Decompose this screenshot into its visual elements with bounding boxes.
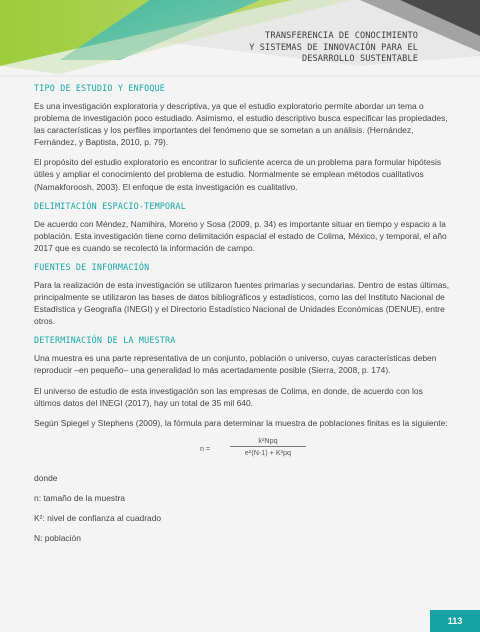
header-title-line-2: Y SISTEMAS DE INNOVACIÓN PARA EL: [249, 42, 418, 53]
page-number-badge: 113: [430, 610, 480, 632]
paragraph: Según Spiegel y Stephens (2009), la fórmula para determinar la muestra de poblaciones finitas es la siguiente:: [34, 417, 448, 428]
paragraph: De acuerdo con Méndez, Namihira, Moreno y Sosa (2009, p. 34) es importante situar en tiempo y espacio a la población. Esta investigación tiene como delimitación espacial el estado de Colima, México, y temporal, el año 2017 que es cuando se recolectó la información de campo.: [34, 218, 447, 253]
paragraph: El universo de estudio de esta investigación son las empresas de Colima, en donde, de acuerdo con los últimos datos del INEGI (2017), hay un total de 35 mil 640.: [34, 385, 423, 408]
paragraph: Es una investigación exploratoria y descriptiva, ya que el estudio exploratorio permite abordar un tema o problema de investigación poco estudiado. Asimismo, el estudio descriptivo busca especificar las propiedades, las características y los perfiles importantes del fenómeno que se sometan a un análisis. (Hernández, Fernández, y Baptista, 2010, p. 79).: [34, 101, 448, 148]
paragraph: Para la realización de esta investigación se utilizaron fuentes primarias y secundarias. Dentro de estas últimas, principalmente se utilizaron las bases de datos bibliográficos y estadísticos, como las del Instituto Nacional de Estadística y Geografía (INEGI) y el Directorio Estadístico Nacional de Unidades Económicas (DENUE), entre otros.: [34, 279, 450, 327]
body-content: [34, 83, 450, 552]
paragraph: Una muestra es una parte representativa de un conjunto, población o universo, cuyas características deben reproducir –en pequeño– una generalidad lo más acertadamente posible (Sierra, 2008, p. 174).: [34, 353, 437, 376]
formula-denominator: e²(N-1) + K²pq: [244, 447, 292, 457]
formula-lhs: n =: [200, 443, 211, 453]
definition-line: N: población: [34, 533, 81, 544]
sample-size-formula: [34, 434, 450, 464]
formula-fraction-bar: [230, 446, 306, 447]
section-heading-tipo-estudio: TIPO DE ESTUDIO Y ENFOQUE: [34, 83, 166, 93]
page-header: [0, 0, 480, 80]
header-title-line-3: DESARROLLO SUSTENTABLE: [301, 54, 418, 65]
section-heading-delimitacion: DELIMITACIÓN ESPACIO-TEMPORAL: [34, 200, 187, 211]
header-title-line-1: TRANSFERENCIA DE CONOCIMIENTO: [265, 31, 418, 41]
section-heading-muestra: DETERMINACIÓN DE LA MUESTRA: [34, 335, 176, 346]
section-heading-fuentes: FUENTES DE INFORMACIÓN: [34, 261, 150, 272]
header-title: [249, 31, 418, 66]
formula-numerator: k²Npq: [258, 435, 278, 445]
definition-line: K²: nivel de confianza al cuadrado: [34, 512, 162, 523]
definition-line: donde: [34, 472, 58, 483]
definition-line: n: tamaño de la muestra: [34, 492, 125, 503]
paragraph: El propósito del estudio exploratorio es encontrar lo suficiente acerca de un problema para formular hipótesis útiles y ampliar el conocimiento del problema de estudio. Normalmente se emplean métodos cualitativos (Namakforoosh, 2003). El enfoque de esta investigación es cualitativo.: [34, 157, 442, 192]
